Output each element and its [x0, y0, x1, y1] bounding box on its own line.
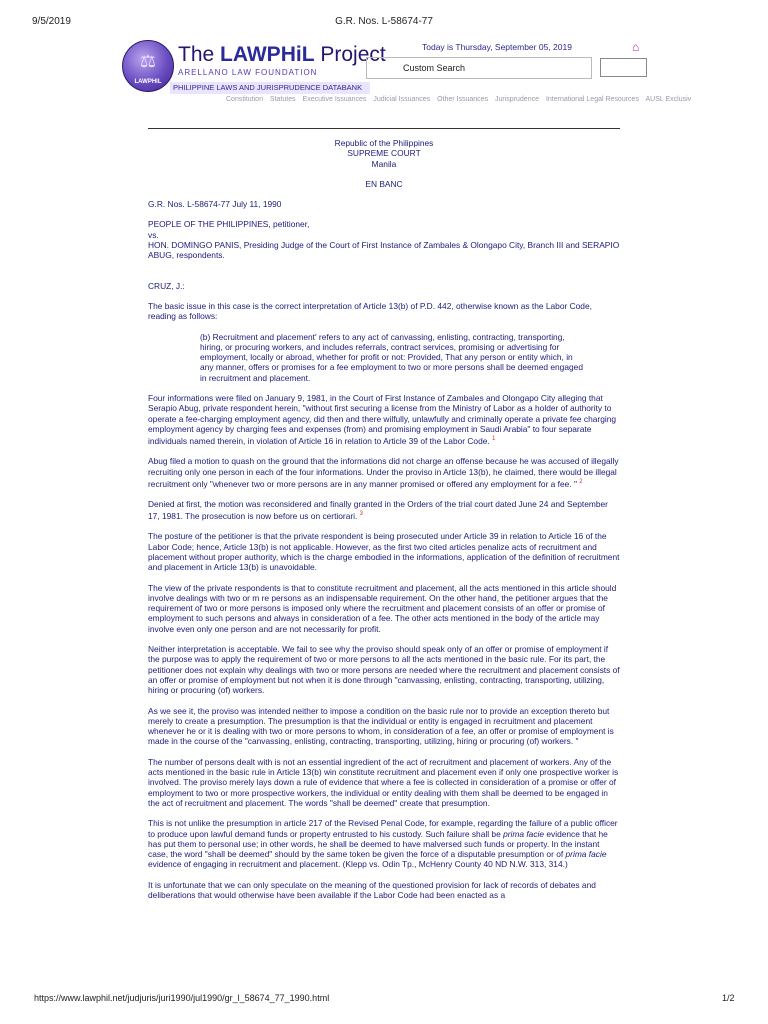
brand-title-prefix: The [178, 43, 221, 66]
paragraph-text: evidence of engaging in recruitment and placement. (Klepp vs. Odin Tp., McHenry County 40 ND N.W. 313, 314.) [148, 859, 568, 870]
nav-constitution[interactable]: Constitution [226, 96, 263, 103]
court-head-line: Manila [371, 158, 397, 169]
divider [148, 128, 620, 129]
decision-document [148, 138, 620, 910]
nav-ausl-exclusive[interactable]: AUSL Exclusiv [645, 96, 692, 103]
nav-menu [226, 96, 696, 103]
lawphil-logo[interactable] [122, 40, 174, 92]
paragraph-text: Abug filed a motion to quash on the ground that the informations did not charge an offense because he was accused of illegally recruiting only one person in each of the four informations. Under the proviso in Article 13(b), he claimed, there would be illegal recruitment only "whenever two or more persons are in any manner promised or offered any employment for a fee. " [148, 456, 619, 489]
nav-international-legal-resources[interactable]: International Legal Resources [545, 96, 639, 103]
brand-title-suffix: Project [314, 43, 386, 66]
court-head-line: Republic of the Philippines [334, 138, 434, 148]
paragraph: Neither interpretation is acceptable. We fail to see why the proviso should speak only of an offer or promise of employment if the purpose was to apply the requirement of two or more persons to all the acts mentioned in the basic rule. For its part, the petitioner does not explain why dealings with two or more persons are needed where the recruitment and placement consists of an offer or promise of employment but not when it is done through "canvassing, enlisting, contracting, transporting, utilizing, hiring or procuring (of) workers. [148, 644, 620, 696]
party-line: PEOPLE OF THE PHILIPPINES, petitioner, [148, 219, 310, 230]
logo-text: LAWPHIL [134, 79, 162, 85]
nav-jurisprudence[interactable]: Jurisprudence [495, 96, 539, 103]
division: EN BANC [365, 178, 403, 189]
today-date: Today is Thursday, September 05, 2019 [422, 42, 572, 52]
paragraph-text: Denied at first, the motion was reconsidered and finally granted in the Orders of the trial court dated June 24 and September 17, 1981. The prosecution is now before us on certiorari. [148, 499, 608, 522]
paragraph [148, 393, 620, 446]
nav-executive-issuances[interactable]: Executive Issuances [302, 96, 367, 103]
paragraph-text: Four informations were filed on January 9, 1981, in the Court of First Instance of Zambales and Olongapo City alleging that Serapio Abug, private respondent herein, "without first securing a license from the Ministry of Labor as a holder of authority to operate a fee-charging employment agency, did then and there wilfully, unlawfully and criminally operate a private fee charging employment agency by charging fees and expenses (from) and promising employment in Saudi Arabia" to four separate individuals named therein, in violation of Article 16 in relation to Article 39 of the Labor Code. [148, 393, 617, 447]
page-number: 1/2 [722, 993, 735, 1003]
search-button[interactable] [600, 58, 647, 77]
italic-text: prima facie [503, 828, 545, 839]
paragraph [148, 456, 620, 489]
brand-title-bold: LAWPHiL [220, 43, 315, 66]
brand-subtitle: ARELLANO LAW FOUNDATION [178, 68, 318, 77]
home-icon[interactable]: ⌂ [632, 40, 640, 54]
brand-title[interactable] [178, 43, 386, 67]
search-input[interactable] [366, 57, 592, 79]
court-head-line: SUPREME COURT [347, 148, 421, 159]
paragraph: It is unfortunate that we can only speculate on the meaning of the questioned provision for lack of records of debates and deliberations that would otherwise have been available if the Labor Code had been enacted as a [148, 879, 596, 901]
print-header [0, 16, 768, 30]
nav-other-issuances[interactable]: Other Issuances [437, 96, 489, 103]
paragraph-text: evidence that he has put them to personal use; in other words, he shall be deemed to have malversed such funds or property. In the instant case, the word "shall be deemed" should by the same token be given the force of a disputable presumption or of [148, 828, 608, 860]
scales-icon: ⚖ [139, 51, 157, 71]
footnote-link[interactable]: 2 [579, 478, 583, 485]
page-url: https://www.lawphil.net/judjuris/juri1990/jul1990/gr_l_58674_77_1990.html [34, 993, 330, 1003]
court-head [148, 138, 620, 169]
nav-statutes[interactable]: Statutes [269, 96, 296, 103]
paragraph: The posture of the petitioner is that the private respondent is being prosecuted under Article 39 in relation to Article 16 of the Labor Code; hence, Article 13(b) is not applicable. However, as the first two cited articles penalize acts of recruitment and placement without proper authority, which is the charge embodied in the informations, application of the definition of recruitment and placement in Article 13(b) is unavoidable. [148, 531, 620, 573]
paragraph: As we see it, the proviso was intended neither to impose a condition on the basic rule nor to provide an exception thereto but merely to create a presumption. The presumption is that the individual or entity is engaged in recruitment and placement whenever he or it is dealing with two or more persons to whom, in consideration of a fee, an offer or promise of employment is made in the course of the "canvassing, enlisting, contracting, transporting, utilizing, hiring or procuring (of) workers. " [148, 705, 614, 747]
footnote-link[interactable]: 3 [359, 511, 364, 518]
parties [148, 219, 620, 260]
brand-tagline: PHILIPPINE LAWS AND JURISPRUDENCE DATABANK [170, 82, 370, 94]
paragraph: The view of the private respondents is that to constitute recruitment and placement, all the acts mentioned in this article should involve dealings with two or m re persons as an indispensable requirement. On the other hand, the petitioner argues that the requirement of two or more persons is imposed only where the recruitment and placement consists of an offer or promise of employment to such persons and always in consideration of a fee. The other acts mentioned in the body of the article may involve even only one person and are not necessarily for profit. [148, 582, 617, 634]
paragraph [148, 499, 620, 521]
party-line: vs. [148, 229, 159, 240]
print-date: 9/5/2019 [32, 16, 71, 27]
case-number: G.R. Nos. L-58674-77 July 11, 1990 [148, 199, 282, 210]
footnote-link[interactable]: 1 [492, 436, 496, 443]
nav-judicial-issuances[interactable]: Judicial Issuances [373, 96, 431, 103]
paragraph: The basic issue in this case is the correct interpretation of Article 13(b) of P.D. 442, otherwise known as the Labor Code, reading as follows: [148, 300, 592, 322]
italic-text: prima facie [565, 849, 607, 860]
search-placeholder: Custom Search [403, 63, 466, 73]
print-title: G.R. Nos. L-58674-77 [335, 16, 433, 27]
quoted-provision: (b) Recruitment and placement' refers to any act of canvassing, enlisting, contracting, transporting, hiring, or procuring workers, and includes referrals, contract services, promising or advertising for employment, locally or abroad, whether for profit or not: Provided, That any person or entity which, in any manner, offers or promises for a fee employment to two or more persons shall be deemed engaged in recruitment and placement. [200, 331, 583, 383]
party-line: HON. DOMINGO PANIS, Presiding Judge of the Court of First Instance of Zambales & Olongapo City, Branch III and SERAPIO ABUG, respondents. [148, 240, 620, 261]
paragraph: The number of persons dealt with is not an essential ingredient of the act of recruitment and placement of workers. Any of the acts mentioned in the basic rule in Article 13(b) win constitute recruitment and placement even if only one prospective worker is involved. The proviso merely lays down a rule of evidence that where a fee is collected in consideration of a promise or offer of employment to two or more prospective workers, the individual or entity dealing with them shall be deemed to be engaged in the act of recruitment and placement. The words "shall be deemed" create that presumption. [148, 756, 619, 808]
paragraph [148, 818, 620, 869]
ponente: CRUZ, J.: [148, 280, 185, 291]
paragraph-text: This is not unlike the presumption in article 217 of the Revised Penal Code, for example, regarding the failure of a public officer to produce upon lawful demand funds or property entrusted to his custody. Such failure shall be [148, 818, 618, 839]
